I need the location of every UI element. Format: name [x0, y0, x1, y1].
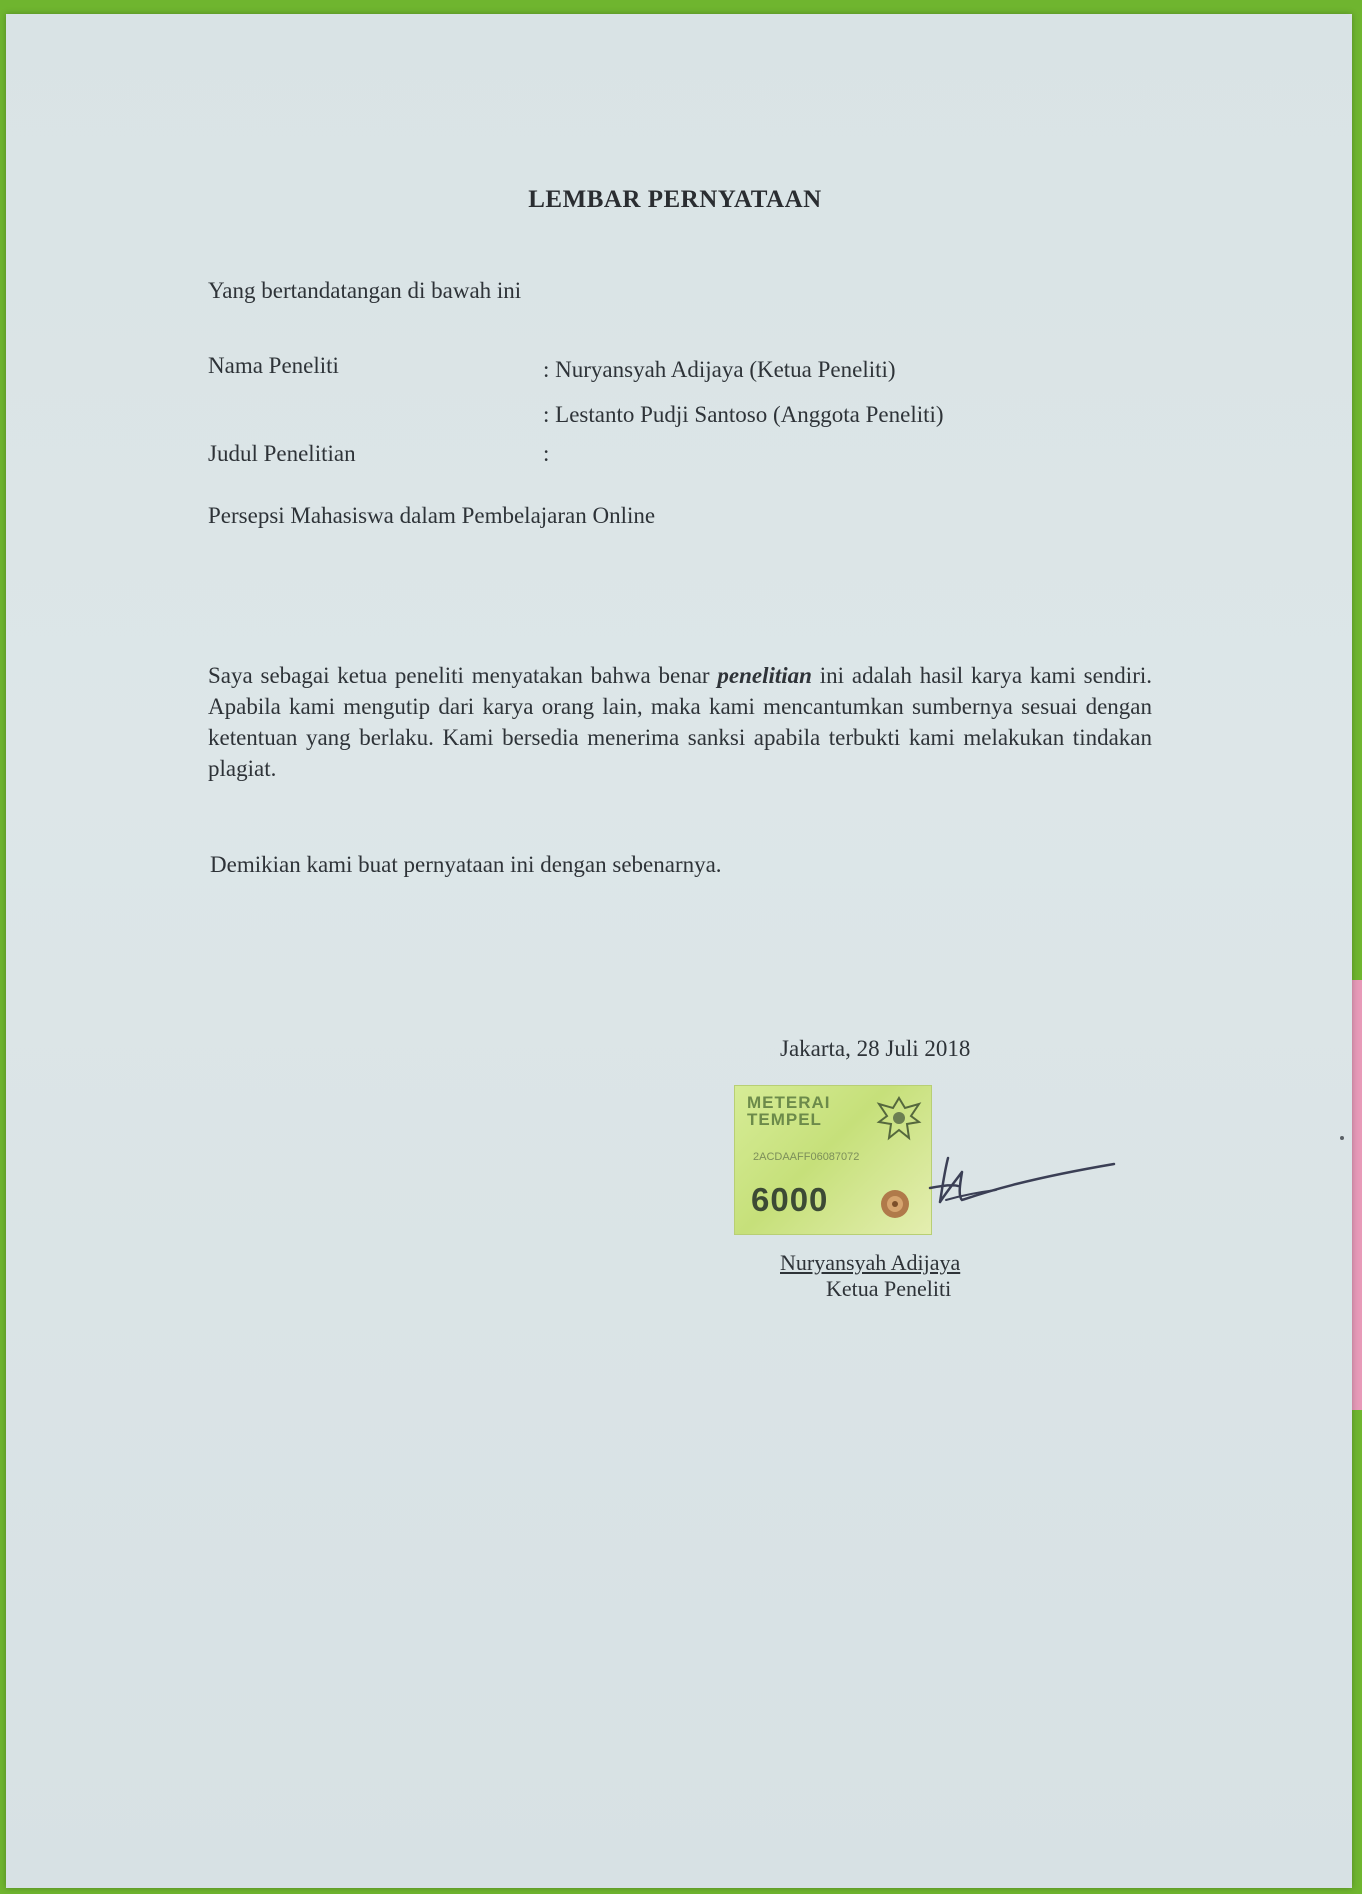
research-title: Persepsi Mahasiswa dalam Pembelajaran Online [208, 503, 656, 528]
signer-role: Ketua Peneliti [826, 1276, 952, 1301]
statement-text-end: ini adalah hasil karya kami sendiri. Apabila kami mengutip dari karya orang lain, maka kami mencantumkan sumbernya sesuai dengan ketentuan yang berlaku. Kami bersedia menerima sanksi apabila terbukti kami melakukan tindakan plagiat. [208, 663, 1152, 781]
handwritten-signature [900, 1140, 1120, 1220]
lead-researcher: : Nuryansyah Adijaya (Ketua Peneliti) [543, 357, 896, 382]
research-title-colon: : [543, 441, 550, 466]
paper-speck [1340, 1136, 1344, 1140]
stamp-value: 6000 [751, 1181, 829, 1218]
research-title-label: Judul Penelitian [208, 441, 356, 466]
closing-text: Demikian kami buat pernyataan ini dengan sebenarnya. [210, 852, 722, 877]
stamp-line1: METERAI [747, 1093, 831, 1112]
stamp-serial: 2ACDAAFF06087072 [753, 1151, 860, 1163]
signer-name: Nuryansyah Adijaya [780, 1250, 961, 1275]
researcher-label: Nama Peneliti [208, 353, 339, 378]
statement-emphasis: penelitian [717, 663, 812, 688]
member-researcher: : Lestanto Pudji Santoso (Anggota Peneliti) [543, 402, 944, 427]
intro-text: Yang bertandatangan di bawah ini [208, 278, 522, 303]
garuda-emblem-icon [875, 1094, 923, 1146]
document-title: LEMBAR PERNYATAAN [528, 186, 822, 213]
statement-paragraph [208, 660, 1152, 784]
statement-text-start: Saya sebagai ketua peneliti menyatakan bahwa benar [208, 663, 718, 688]
city-date: Jakarta, 28 Juli 2018 [780, 1036, 971, 1061]
stamp-title [747, 1094, 867, 1128]
stamp-line2: TEMPEL [747, 1110, 822, 1129]
